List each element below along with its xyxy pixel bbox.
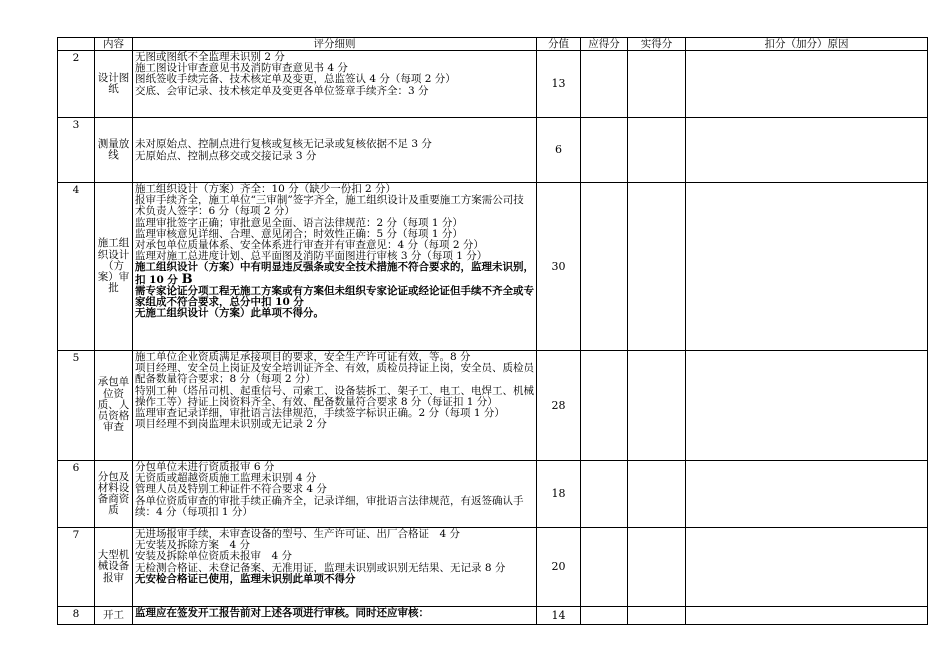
- rule-line: 无进场报审手续，未审查设备的型号、生产许可证、出厂合格证 4 分: [135, 528, 461, 540]
- header-row: [58, 38, 928, 51]
- actual-score-cell: [628, 607, 686, 625]
- row-score: 6: [537, 118, 581, 183]
- row-score: 20: [537, 528, 581, 607]
- row-number: 7: [58, 528, 95, 607]
- rule-line: 分包单位未进行资质报审 6 分: [135, 461, 275, 473]
- actual-score-cell: [628, 351, 686, 461]
- header-actual-score: 实得分: [628, 38, 686, 51]
- reason-cell: [686, 118, 928, 183]
- header-due-score: 应得分: [581, 38, 628, 51]
- reason-cell: [686, 51, 928, 118]
- actual-score-cell: [628, 51, 686, 118]
- row-score: 14: [537, 607, 581, 625]
- row-content: 设计图纸: [95, 51, 133, 118]
- actual-score-cell: [628, 183, 686, 351]
- header-score: 分值: [537, 38, 581, 51]
- table-row: [58, 118, 928, 183]
- bold-rule-line: [135, 262, 534, 285]
- due-score-cell: [581, 461, 628, 528]
- table-row: [58, 461, 928, 528]
- row-content: 承包单位资质、人员资格审查: [95, 351, 133, 461]
- reason-cell: [686, 607, 928, 625]
- due-score-cell: [581, 118, 628, 183]
- row-number: 6: [58, 461, 95, 528]
- rule-line: 无图或图纸不全监理未识别 2 分: [135, 51, 285, 63]
- rule-line: 安装及拆除单位资质未报审 4 分: [135, 550, 293, 563]
- reason-cell: [686, 461, 928, 528]
- rule-line: 监理审批签字正确；审批意见全面、语言法律规范：2 分（每项 1 分）: [135, 216, 463, 229]
- header-reason: 扣分（加分）原因: [686, 38, 928, 51]
- row-score: 30: [537, 183, 581, 351]
- row-content: 分包及材料设备商资质: [95, 461, 133, 528]
- due-score-cell: [581, 51, 628, 118]
- evaluation-table: [57, 37, 928, 625]
- rule-line: 项目经理不到岗监理未识别或无记录 2 分: [135, 418, 327, 431]
- table-row: [58, 607, 928, 625]
- row-number: 4: [58, 183, 95, 351]
- table-row: [58, 51, 928, 118]
- row-rules: [133, 528, 537, 607]
- rule-line: 交底、会审记录、技术核定单及变更各单位签章手续齐全：3 分: [135, 84, 429, 97]
- rule-line: 施工图设计审查意见书及消防审查意见书 4 分: [135, 62, 348, 75]
- row-content: 大型机械设备报审: [95, 528, 133, 607]
- row-number: 5: [58, 351, 95, 461]
- rule-line: 管理人员及特别工种证件不符合要求 4 分: [135, 483, 327, 496]
- rule-line: 施工组织设计（方案）齐全：10 分（缺少一份扣 2 分）: [135, 183, 397, 195]
- rule-line: 特别工种（塔吊司机、起重信号、司索工、设备装拆工、架子工、电工、电焊工、机械操作工等）持证上岗资料齐全、有效、配备数量符合要求 8 分（每证扣 1 分）: [135, 384, 534, 408]
- due-score-cell: [581, 528, 628, 607]
- row-number: 3: [58, 118, 95, 183]
- header-no: [58, 38, 95, 51]
- due-score-cell: [581, 183, 628, 351]
- rule-line: 项目经理、安全员上岗证及安全培训证齐全、有效，质检员持证上岗，安全员、质检员配备数量符合要求；8 分（每项 2 分）: [135, 362, 534, 386]
- rule-line: 对承包单位质量体系、安全体系进行审查并有审查意见：4 分（每项 2 分）: [135, 239, 484, 252]
- reason-cell: [686, 351, 928, 461]
- rule-line: 报审手续齐全，施工单位“三审制”签字齐全，施工组织设计及重要施工方案需公司技术负责人签字：6 分（每项 2 分）: [135, 194, 524, 218]
- bold-rule-line: 无施工组织设计（方案）此单项不得分。: [135, 307, 324, 320]
- rule-line: 无原始点、控制点移交或交接记录 3 分: [135, 149, 317, 162]
- row-number: 8: [58, 607, 95, 625]
- row-score: 28: [537, 351, 581, 461]
- row-content: 测量放线: [95, 118, 133, 183]
- reason-cell: [686, 528, 928, 607]
- rule-line: 无检测合格证、未登记备案、无准用证，监理未识别或识别无结果、无记录 8 分: [135, 561, 506, 574]
- handwritten-mark: B: [181, 271, 193, 287]
- bold-rule-line: 无安检合格证已使用，监理未识别此单项不得分: [135, 572, 356, 585]
- bold-rule-line: 需专家论证分项工程无施工方案或有方案但未组织专家论证或经论证但手续不齐全或专家组成不符合要求，总分中扣 10 分: [135, 284, 534, 309]
- actual-score-cell: [628, 461, 686, 528]
- reason-cell: [686, 183, 928, 351]
- row-number: 2: [58, 51, 95, 118]
- row-rules: [133, 607, 537, 625]
- rule-line: 无安装及拆除方案 4 分: [135, 539, 251, 552]
- header-rules: 评分细则: [133, 38, 537, 51]
- due-score-cell: [581, 607, 628, 625]
- table-row: [58, 351, 928, 461]
- row-rules: [133, 51, 537, 118]
- rule-line: 监理审查记录详细，审批语言法律规范，手续签字标识正确。2 分（每项 1 分）: [135, 407, 505, 420]
- rule-line: 监理审核意见详细、合理、意见闭合；时效性正确：5 分（每项 1 分）: [135, 227, 463, 240]
- row-score: 18: [537, 461, 581, 528]
- rule-line: 图纸签收手续完备、技术核定单及变更，总监签认 4 分（每项 2 分）: [135, 73, 456, 86]
- row-content: 开工: [95, 607, 133, 625]
- row-rules: [133, 183, 537, 351]
- header-content: 内容: [95, 38, 133, 51]
- table-row: [58, 183, 928, 351]
- row-content: 施工组织设计（方案）审批: [95, 183, 133, 351]
- rule-line: 未对原始点、控制点进行复核或复核无记录或复核依据不足 3 分: [135, 138, 432, 151]
- bold-rule-line: 监理应在签发开工报告前对上述各项进行审核。同时还应审核：: [135, 607, 429, 619]
- rule-line: 无资质或超越资质施工监理未识别 4 分: [135, 472, 317, 485]
- rule-line: 监理对施工总进度计划、总平面图及消防平面图进行审核 3 分（每项 1 分）: [135, 250, 488, 263]
- table-row: [58, 528, 928, 607]
- actual-score-cell: [628, 528, 686, 607]
- row-rules: [133, 118, 537, 183]
- bold-rule-text: 施工组织设计（方案）中有明显违反强条或安全技术措施不符合要求的，监理未识别，扣 10 分: [135, 261, 534, 286]
- rule-line: 各单位资质审查的审批手续正确齐全，记录详细，审批语言法律规范，有返签确认手续：4 分（每项扣 1 分）: [135, 494, 524, 518]
- actual-score-cell: [628, 118, 686, 183]
- row-rules: [133, 461, 537, 528]
- row-score: 13: [537, 51, 581, 118]
- row-rules: [133, 351, 537, 461]
- rule-line: 施工单位企业资质满足承接项目的要求，安全生产许可证有效，等。8 分: [135, 351, 471, 363]
- due-score-cell: [581, 351, 628, 461]
